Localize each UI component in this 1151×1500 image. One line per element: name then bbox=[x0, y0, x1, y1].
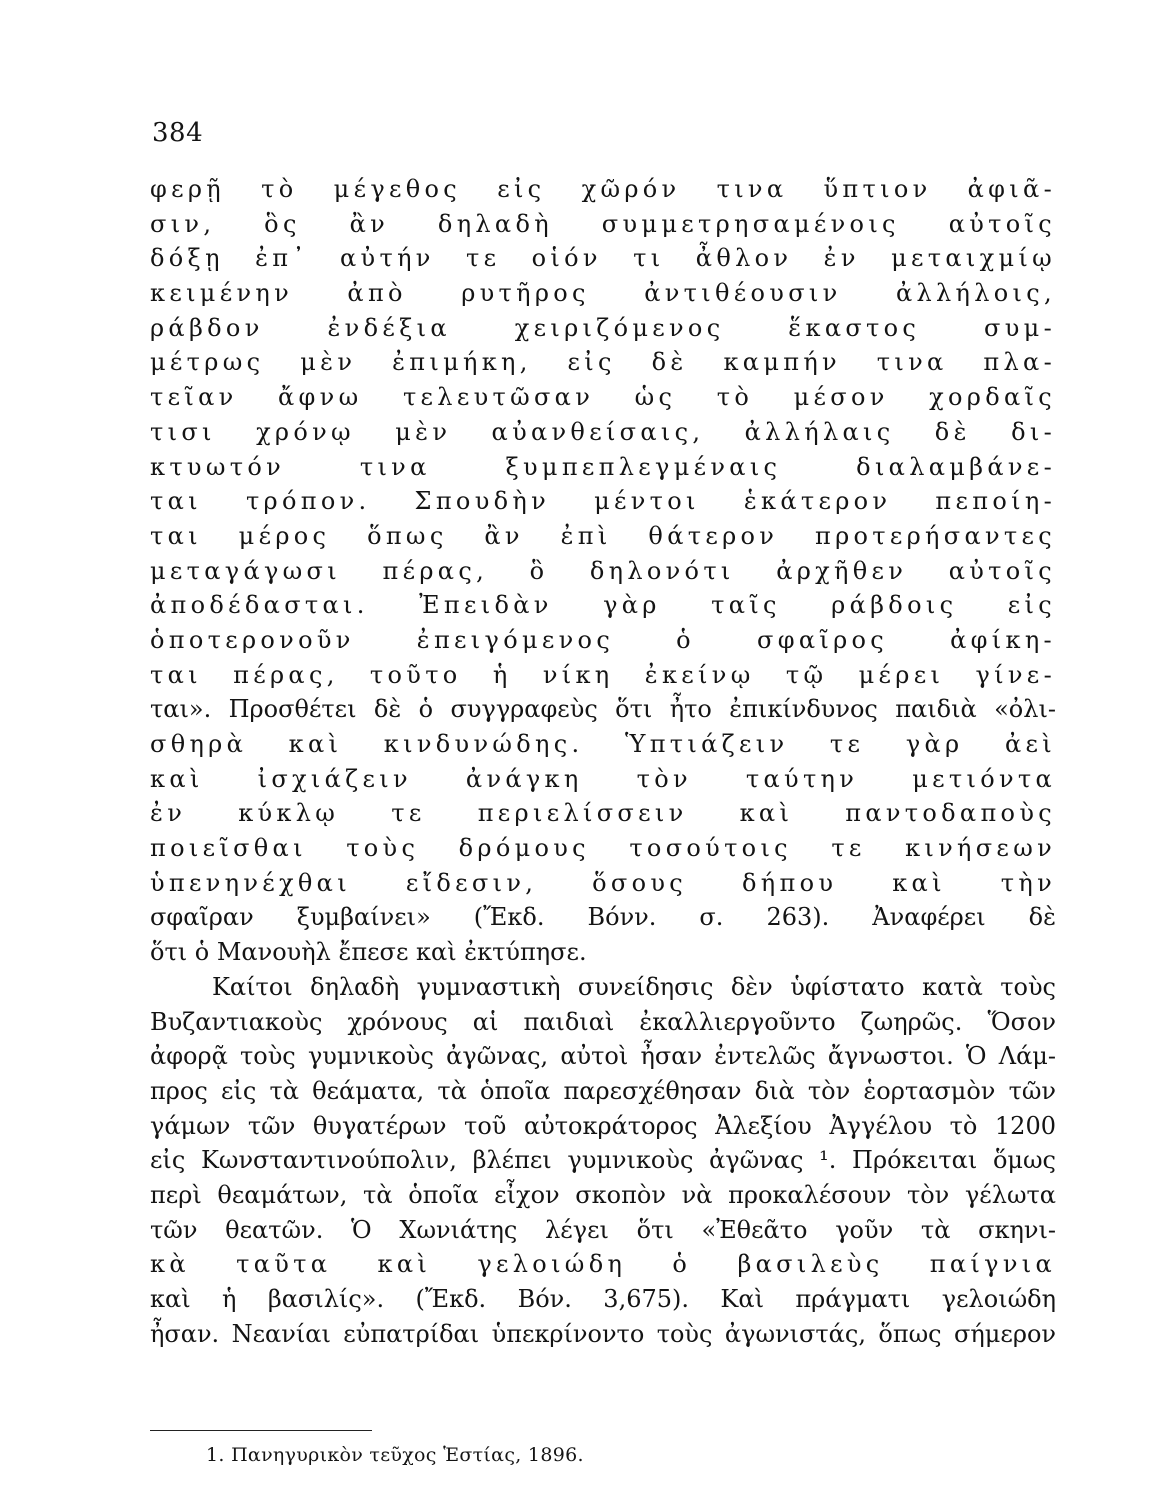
text-line: ται πέρας, τοῦτο ἡ νίκη ἐκείνῳ τῷ μέρει γίνε- bbox=[150, 660, 1056, 689]
text-line: ὁποτερονοῦν ἐπειγόμενος ὁ σφαῖρος ἀφίκη- bbox=[150, 625, 1056, 654]
text-line: μέτρως μὲν ἐπιμήκη, εἰς δὲ καμπήν τινα πλα- bbox=[150, 348, 1056, 377]
text-line: καὶ ἰσχιάζειν ἀνάγκη τὸν ταύτην μετιόντα bbox=[150, 764, 1056, 793]
text-line: μεταγάγωσι πέρας, ὃ δηλονότι ἀρχῆθεν αὐτοῖς bbox=[150, 556, 1056, 585]
text-line: ὅτι ὁ Μανουὴλ ἔπεσε καὶ ἐκτύπησε. bbox=[150, 938, 587, 967]
text-line: ἀποδέδασται. Ἐπειδὰν γὰρ ταῖς ράβδοις εἰς bbox=[150, 591, 1056, 620]
footnote: 1. Πανηγυρικὸν τεῦχος Ἑστίας, 1896. bbox=[206, 1444, 584, 1466]
text-line: ἦσαν. Νεανίαι εὐπατρίδαι ὑπεκρίνοντο τοὺς ἀγωνιστάς, ὅπως σήμερον bbox=[150, 1319, 1056, 1348]
text-line: σθηρὰ καὶ κινδυνώδης. Ὑπτιάζειν τε γὰρ ἀεὶ bbox=[150, 730, 1056, 758]
text-line: Βυζαντιακοὺς χρόνους αἱ παιδιαὶ ἐκαλλιεργοῦντο ζωηρῶς. Ὅσον bbox=[150, 1007, 1056, 1036]
page-number: 384 bbox=[152, 118, 204, 148]
text-line: ποιεῖσθαι τοὺς δρόμους τοσούτοις τε κινήσεων bbox=[150, 834, 1056, 863]
text-line: κὰ ταῦτα καὶ γελοιώδη ὁ βασιλεὺς παίγνια bbox=[150, 1250, 1056, 1279]
text-line: κτυωτόν τινα ξυμπεπλεγμέναις διαλαμβάνε- bbox=[150, 452, 1056, 481]
text-line: ται τρόπον. Σπουδὴν μέντοι ἑκάτερον πεποίη- bbox=[150, 487, 1056, 516]
text-line: κειμένην ἀπὸ ρυτῆρος ἀντιθέουσιν ἀλλήλοις, bbox=[150, 279, 1056, 308]
text-line: καὶ ἡ βασιλίς». (Ἔκδ. Βόν. 3,675). Καὶ πράγματι γελοιώδη bbox=[150, 1285, 1056, 1313]
paragraph-first-line: Καίτοι δηλαδὴ γυμναστικὴ συνείδησις δὲν ὑφίστατο κατὰ τοὺς bbox=[212, 972, 1056, 1001]
text-line: ὑπενηνέχθαι εἴδεσιν, ὅσους δήπου καὶ τὴν bbox=[150, 868, 1056, 897]
text-line: ράβδον ἐνδέξια χειριζόμενος ἕκαστος συμ- bbox=[150, 313, 1056, 342]
text-line: σιν, ὃς ἂν δηλαδὴ συμμετρησαμένοις αὐτοῖς bbox=[150, 209, 1056, 238]
text-line: ται». Προσθέτει δὲ ὁ συγγραφεὺς ὅτι ἦτο ἐπικίνδυνος παιδιὰ «ὀλι- bbox=[150, 695, 1056, 724]
text-line: φερῇ τὸ μέγεθος εἰς χῶρόν τινα ὕπτιον ἀφιᾶ- bbox=[150, 175, 1056, 203]
text-line: ται μέρος ὅπως ἂν ἐπὶ θάτερον προτερήσαντες bbox=[150, 521, 1056, 550]
text-line: σφαῖραν ξυμβαίνει» (Ἔκδ. Βόνν. σ. 263). Ἀναφέρει δὲ bbox=[150, 903, 1056, 932]
text-line: τισι χρόνῳ μὲν αὐανθείσαις, ἀλλήλαις δὲ δι- bbox=[150, 417, 1056, 446]
text-line: τεῖαν ἄφνω τελευτῶσαν ὡς τὸ μέσον χορδαῖς bbox=[150, 383, 1056, 412]
text-line: ἀφορᾷ τοὺς γυμνικοὺς ἀγῶνας, αὐτοὶ ἦσαν ἐντελῶς ἄγνωστοι. Ὁ Λάμ- bbox=[150, 1042, 1056, 1071]
text-line: ἐν κύκλῳ τε περιελίσσειν καὶ παντοδαποὺς bbox=[150, 799, 1056, 828]
text-line: εἰς Κωνσταντινούπολιν, βλέπει γυμνικοὺς ἀγῶνας ¹. Πρόκειται ὅμως bbox=[150, 1146, 1056, 1175]
body-text bbox=[150, 172, 1056, 1351]
footnote-rule bbox=[150, 1430, 372, 1431]
text-line: γάμων τῶν θυγατέρων τοῦ αὐτοκράτορος Ἀλεξίου Ἀγγέλου τὸ 1200 bbox=[150, 1111, 1056, 1140]
text-line: προς εἰς τὰ θεάματα, τὰ ὁποῖα παρεσχέθησαν διὰ τὸν ἑορτασμὸν τῶν bbox=[150, 1076, 1056, 1105]
text-line: περὶ θεαμάτων, τὰ ὁποῖα εἶχον σκοπὸν νὰ προκαλέσουν τὸν γέλωτα bbox=[150, 1180, 1056, 1209]
text-line: τῶν θεατῶν. Ὁ Χωνιάτης λέγει ὅτι «Ἐθεᾶτο γοῦν τὰ σκηνι- bbox=[150, 1215, 1056, 1244]
text-line: δόξῃ ἐπ᾽ αὐτήν τε οἱόν τι ἆθλον ἐν μεταιχμίῳ bbox=[150, 244, 1056, 273]
